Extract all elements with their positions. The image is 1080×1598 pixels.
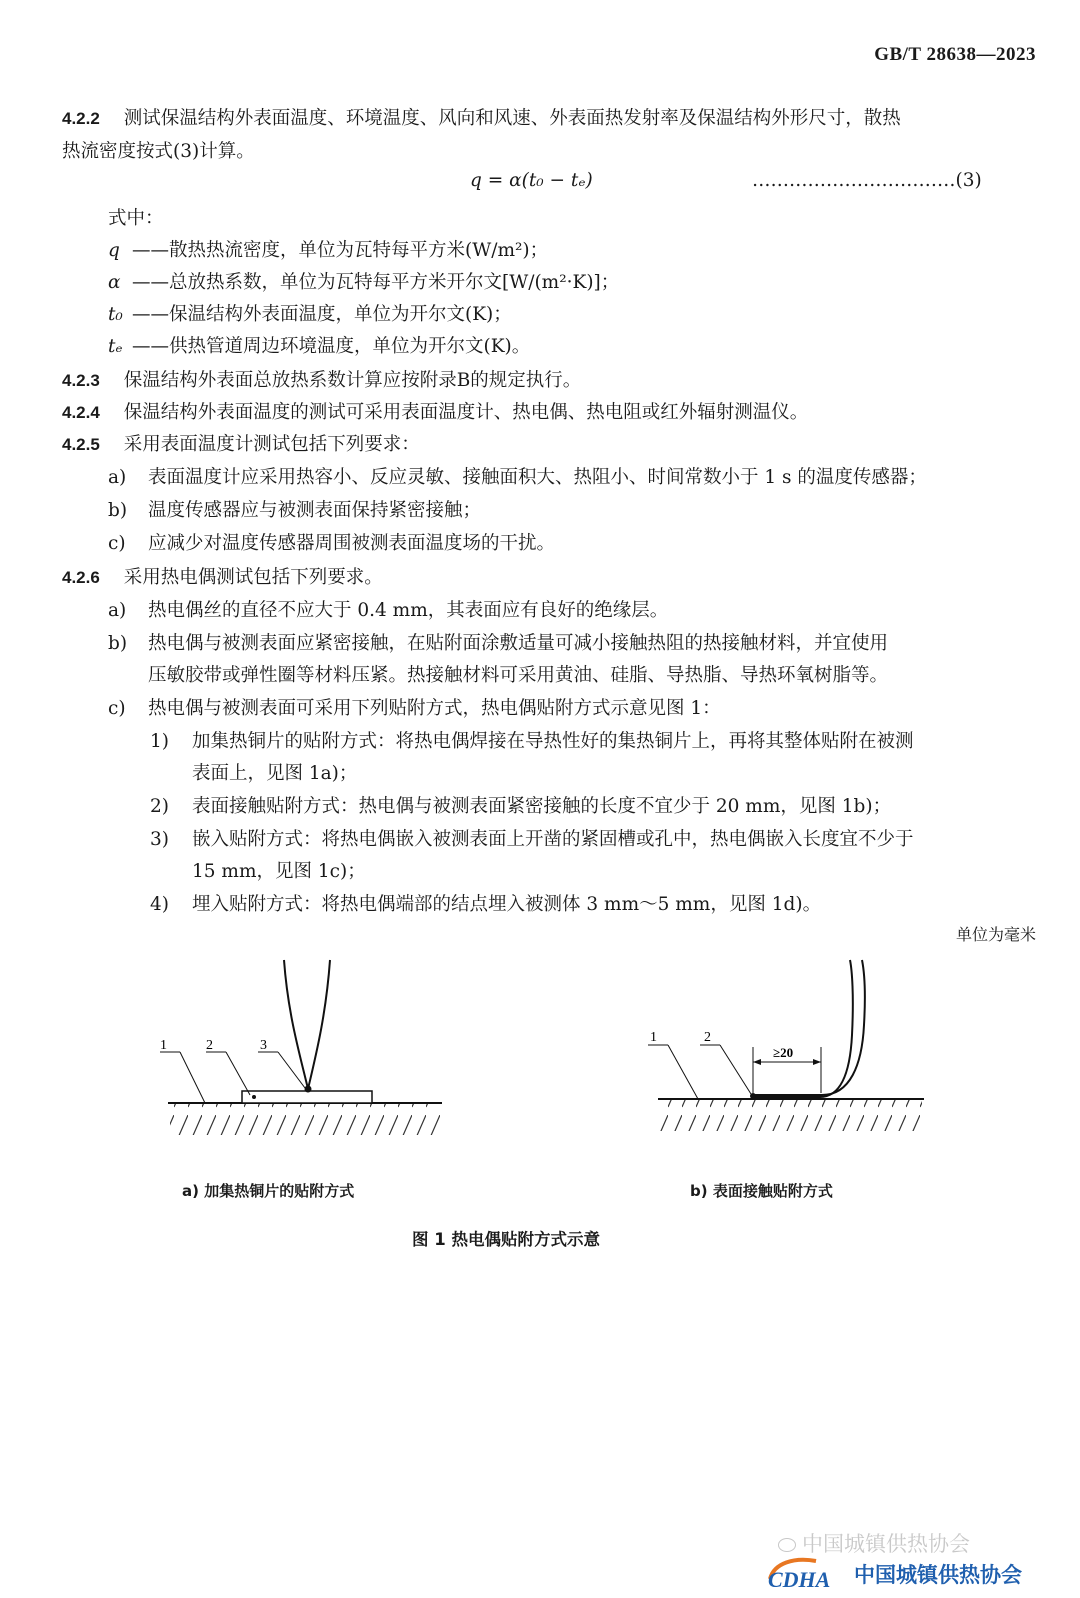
symbol: t₀ xyxy=(108,304,123,325)
list-text: 表面温度计应采用热容小、反应灵敏、接触面积大、热阻小、时间常数小于 1 s 的温度传感器； xyxy=(148,467,927,488)
clause-number: 4.2.4 xyxy=(62,403,100,422)
thermocouple-wire-right xyxy=(308,960,330,1089)
unit-note: 单位为毫米 xyxy=(955,925,1036,944)
sub-item xyxy=(150,792,891,818)
list-item xyxy=(108,629,888,655)
clause-4-2-4 xyxy=(62,398,808,424)
thermocouple-wire-left xyxy=(284,960,308,1089)
sub-text: 嵌入贴附方式：将热电偶嵌入被测表面上开凿的紧固槽或孔中，热电偶嵌入长度宜不少于 xyxy=(192,829,914,850)
sub-marker: 2) xyxy=(150,796,169,817)
hatched-body xyxy=(660,1099,922,1131)
clause-4-2-2-cont: 热流密度按式(3)计算。 xyxy=(62,141,255,162)
list-text: 应减少对温度传感器周围被测表面温度场的干扰。 xyxy=(148,533,556,554)
clause-number: 4.2.2 xyxy=(62,109,100,128)
formula-number: ……………………………(3) xyxy=(752,170,982,191)
logo-swoosh-icon xyxy=(764,1555,834,1591)
label-1: 1 xyxy=(650,1030,657,1045)
label-2: 2 xyxy=(704,1030,711,1045)
definition-te xyxy=(108,332,530,358)
definition-text: ——供热管道周边环境温度，单位为开尔文(K)。 xyxy=(132,336,531,357)
logo-cn-text: 中国城镇供热协会 xyxy=(854,1563,1022,1587)
formula: q = α(t₀ − tₑ) xyxy=(470,170,593,191)
sub-item xyxy=(150,727,914,753)
dim-label: ≥20 xyxy=(773,1045,794,1060)
symbol: tₑ xyxy=(108,336,123,357)
where-label: 式中： xyxy=(108,208,164,229)
list-item xyxy=(108,463,927,489)
list-marker: c) xyxy=(108,533,126,554)
symbol: α xyxy=(108,272,121,293)
list-text: 温度传感器应与被测表面保持紧密接触； xyxy=(148,500,482,521)
sub-item xyxy=(150,825,914,851)
definition-alpha xyxy=(108,268,619,294)
clause-text: 保温结构外表面温度的测试可采用表面温度计、热电偶、热电阻或红外辐射测温仪。 xyxy=(123,402,809,423)
figure-title: 图 1 热电偶贴附方式示意 xyxy=(412,1230,600,1249)
label-3: 3 xyxy=(260,1038,267,1053)
clause-number: 4.2.6 xyxy=(62,568,100,587)
label-2: 2 xyxy=(206,1038,213,1053)
figure-1b-diagram xyxy=(640,955,930,1145)
definition-q xyxy=(108,236,548,262)
list-text: 热电偶丝的直径不应大于 0.4 mm，其表面应有良好的绝缘层。 xyxy=(148,600,669,621)
definition-t0 xyxy=(108,300,512,326)
list-item xyxy=(108,529,555,555)
sub-marker: 3) xyxy=(150,829,169,850)
definition-text: ——总放热系数，单位为瓦特每平方米开尔文[W/(m²·K)]； xyxy=(132,272,620,293)
caption-1a: a) 加集热铜片的贴附方式 xyxy=(182,1182,355,1200)
clause-number: 4.2.3 xyxy=(62,371,100,390)
list-marker: b) xyxy=(108,500,128,521)
caption-1b: b) 表面接触贴附方式 xyxy=(690,1182,833,1200)
list-text-cont: 压敏胶带或弹性圈等材料压紧。热接触材料可采用黄油、硅脂、导热脂、导热环氧树脂等。 xyxy=(148,665,889,686)
definition-text: ——散热热流密度，单位为瓦特每平方米(W/m²)； xyxy=(132,240,549,261)
sub-marker: 4) xyxy=(150,894,169,915)
dha-logo xyxy=(764,1553,1064,1593)
sub-text: 表面接触贴附方式：热电偶与被测表面紧密接触的长度不宜少于 20 mm，见图 1b)； xyxy=(192,796,892,817)
clause-4-2-3 xyxy=(62,366,581,392)
figure-1a-diagram xyxy=(160,955,460,1145)
thermocouple-junction xyxy=(305,1086,312,1093)
watermark-text: 中国城镇供热协会 xyxy=(802,1532,970,1556)
list-item xyxy=(108,496,481,522)
sub-text: 加集热铜片的贴附方式：将热电偶焊接在导热性好的集热铜片上，再将其整体贴附在被测 xyxy=(192,731,914,752)
sub-item xyxy=(150,890,821,916)
clause-4-2-6 xyxy=(62,563,383,589)
hatched-body xyxy=(170,1103,440,1135)
plate-dot xyxy=(252,1095,256,1099)
list-marker: a) xyxy=(108,600,127,621)
clause-text: 采用热电偶测试包括下列要求。 xyxy=(123,567,383,588)
logo-text: CDHA xyxy=(768,1567,831,1591)
clause-4-2-2 xyxy=(62,104,901,130)
sub-text-cont: 15 mm，见图 1c)； xyxy=(192,861,366,882)
leader-2-diag xyxy=(720,1045,751,1094)
list-item xyxy=(108,694,721,720)
sub-text-cont: 表面上，见图 1a)； xyxy=(192,763,358,784)
list-marker: c) xyxy=(108,698,126,719)
wechat-icon xyxy=(778,1538,796,1552)
list-marker: b) xyxy=(108,633,128,654)
thermocouple-wire-outer xyxy=(752,960,865,1095)
clause-text: 采用表面温度计测试包括下列要求： xyxy=(123,434,420,455)
leader-1-diag xyxy=(668,1045,698,1099)
list-text: 热电偶与被测表面可采用下列贴附方式，热电偶贴附方式示意见图 1： xyxy=(148,698,721,719)
clause-number: 4.2.5 xyxy=(62,435,100,454)
clause-text: 保温结构外表面总放热系数计算应按附录B的规定执行。 xyxy=(123,370,582,391)
copper-plate xyxy=(242,1091,372,1103)
leader-2-diag xyxy=(226,1052,250,1095)
list-marker: a) xyxy=(108,467,127,488)
definition-text: ——保温结构外表面温度，单位为开尔文(K)； xyxy=(132,304,512,325)
label-1: 1 xyxy=(160,1038,167,1053)
sub-text: 埋入贴附方式：将热电偶端部的结点埋入被测体 3 mm～5 mm，见图 1d)。 xyxy=(192,894,822,915)
dim-arrow-right xyxy=(813,1059,821,1065)
leader-1-diag xyxy=(180,1052,205,1103)
standard-number: GB/T 28638—2023 xyxy=(874,44,1036,65)
list-item xyxy=(108,596,668,622)
symbol: q xyxy=(108,240,120,261)
clause-text: 测试保温结构外表面温度、环境温度、风向和风速、外表面热发射率及保温结构外形尺寸，散热 xyxy=(123,108,901,129)
sub-marker: 1) xyxy=(150,731,169,752)
thermocouple-wire-inner xyxy=(752,960,853,1097)
list-text: 热电偶与被测表面应紧密接触，在贴附面涂敷适量可减小接触热阻的热接触材料，并宜使用 xyxy=(148,633,889,654)
clause-4-2-5 xyxy=(62,430,420,456)
dim-arrow-left xyxy=(753,1059,761,1065)
